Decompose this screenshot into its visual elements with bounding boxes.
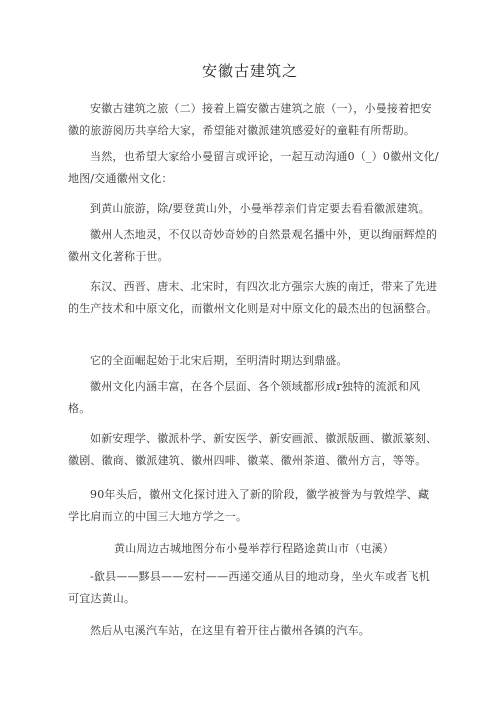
paragraph-intro: 安徽古建筑之旅（二）接着上篇安徽古建筑之旅（一），小曼接着把安徽的旅游阅历共享给大家，希望能对徽派建筑感爱好的童鞋有所帮助。 xyxy=(68,102,432,137)
paragraph-research: 90年头后，徽州文化探讨进入了新的阶段，徽学被誉为与敦煌学、藏学比肩而立的中国三大地方学之一。 xyxy=(68,488,430,523)
paragraph-map-route: 黄山周边古城地图分布小曼举荐行程路途黄山市（屯溪） xyxy=(114,542,394,555)
paragraph-transport: -歙县——黟县——宏村——西递交通从目的地动身，坐火车或者飞机可宜达黄山。 xyxy=(68,570,430,605)
paragraph-rise: 它的全面崛起始于北宋后期，至明清时期达到鼎盛。 xyxy=(90,354,348,367)
paragraph-history: 东汉、西晋、唐末、北宋时，有四次北方强宗大族的南迁，带来了先进的生产技术和中原文化，而徽州文化则是对中原文化的最杰出的包涵整合。 xyxy=(68,280,438,315)
paragraph-huizhou-renjie: 徽州人杰地灵，不仅以奇妙奇妙的自然景观名播中外，更以绚丽辉煌的徽州文化著称于世。 xyxy=(68,228,438,263)
paragraph-huangshan: 到黄山旅游，除/要登黄山外，小曼举荐亲们肯定要去看看徽派建筑。 xyxy=(90,202,430,215)
paragraph-bus-station: 然后从屯溪汽车站，在这里有着开往占徽州各镇的汽车。 xyxy=(90,624,370,637)
paragraph-comment: 当然，也希望大家给小曼留言或评论，一起互动沟通0（_）0徽州文化/地图/交通徽州文化： xyxy=(68,150,439,185)
paragraph-culture: 徽州文化内涵丰富，在各个层面、各个领域都形成r独特的流派和风格。 xyxy=(68,380,421,415)
page-title: 安徽古建筑之 xyxy=(201,62,298,80)
paragraph-schools: 如新安理学、徽派朴学、新安医学、新安画派、徽派版画、徽派篆刻、徽剧、徽商、徽派建筑、徽州四啡、徽菜、徽州茶道、徽州方言，等等。 xyxy=(68,432,438,467)
